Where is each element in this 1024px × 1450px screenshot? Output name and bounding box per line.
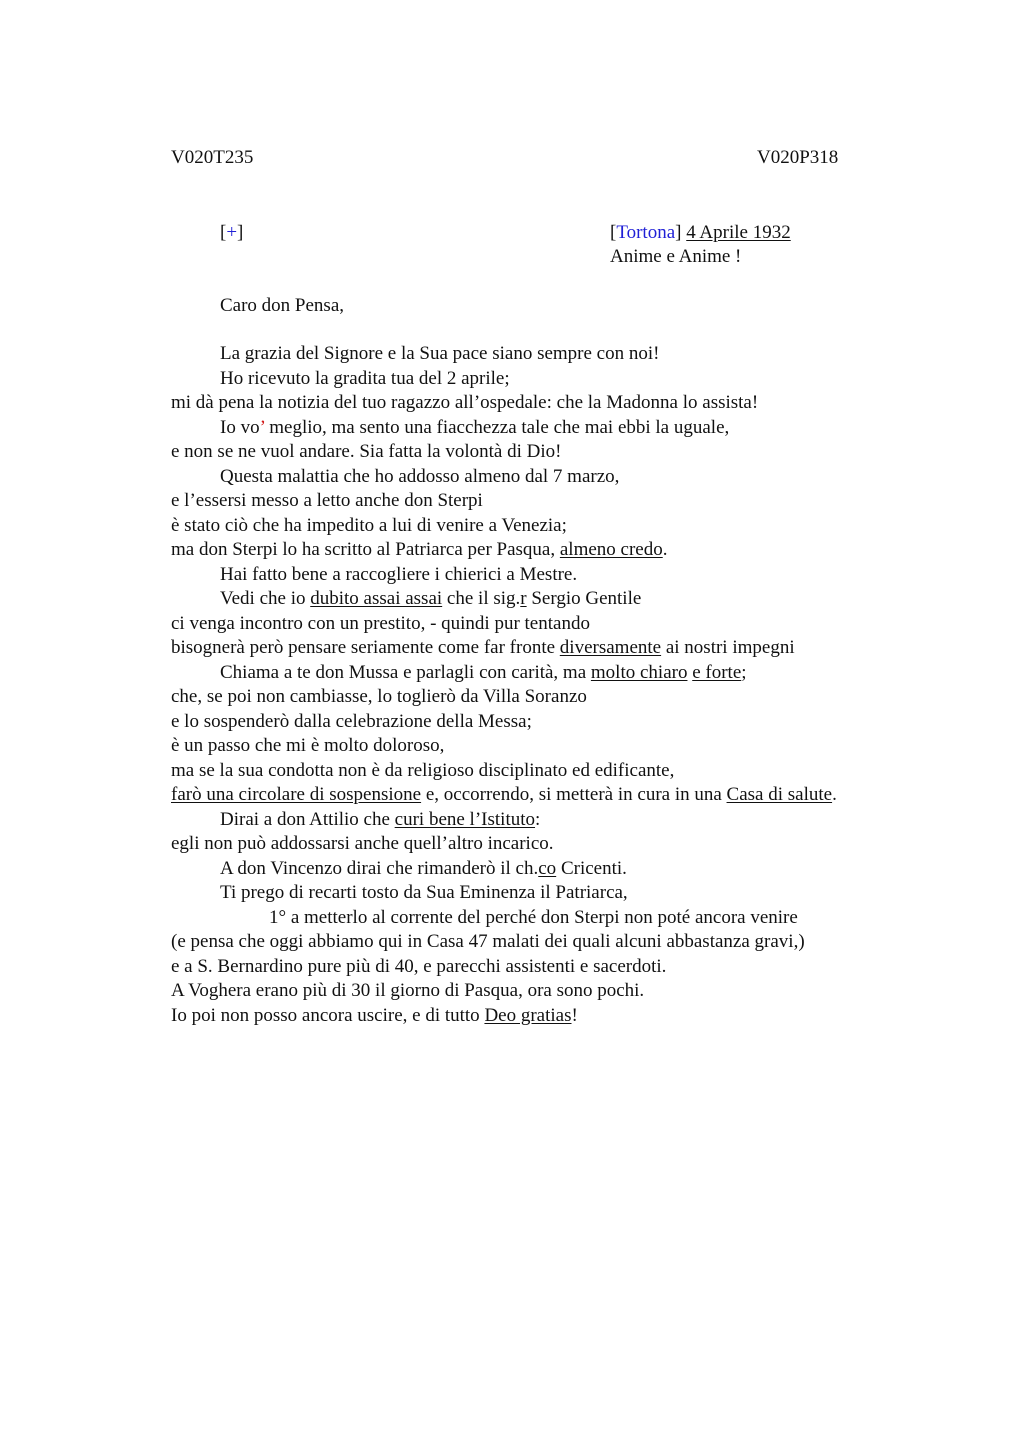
underlined-text: diversamente — [559, 637, 662, 658]
text-line: e non se ne vuol andare. Sia fatta la volontà di Dio! — [171, 441, 562, 462]
bracket-open: [ — [610, 222, 617, 243]
text-line: Questa malattia che ho addosso almeno dal 7 marzo, — [220, 465, 620, 487]
place-date — [610, 222, 791, 244]
text-line: Io vo’ meglio, ma sento una fiacchezza tale che mai ebbi la uguale, — [220, 416, 730, 438]
text-line: Ti prego di recarti tosto da Sua Eminenza il Patriarca, — [220, 882, 628, 903]
text-line: mi dà pena la notizia del tuo ragazzo all’ospedale: che la Madonna lo assista! — [171, 392, 759, 413]
editorial-mark: ’ — [259, 416, 265, 438]
underlined-text: e forte — [692, 661, 742, 683]
bracket-open: [ — [220, 222, 227, 243]
text-line: è un passo che mi è molto doloroso, — [171, 735, 445, 756]
text-line: e l’essersi messo a letto anche don Sterpi — [171, 490, 483, 511]
text-line: bisognerà però pensare seriamente come far fronte diversamente ai nostri impegni — [171, 637, 795, 658]
bracket-close: ] — [675, 222, 682, 243]
underlined-text: farò una circolare di sospensione — [171, 784, 422, 805]
text-line: egli non può addossarsi anche quell’altro incarico. — [171, 833, 554, 854]
document-code-left: V020T235 — [171, 147, 254, 168]
text-line: 1° a metterlo al corrente del perché don Sterpi non poté ancora venire — [269, 906, 798, 928]
underlined-text: almeno credo — [559, 539, 663, 560]
underlined-text: r — [520, 588, 527, 609]
underlined-text: Casa di salute — [726, 784, 833, 805]
text-line: e a S. Bernardino pure più di 40, e parecchi assistenti e sacerdoti. — [171, 955, 667, 977]
text-line: La grazia del Signore e la Sua pace siano sempre con noi! — [220, 343, 660, 364]
motto: Anime e Anime ! — [610, 246, 742, 267]
letter-date: 4 Aprile 1932 — [686, 222, 791, 243]
text-line: ma don Sterpi lo ha scritto al Patriarca per Pasqua, almeno credo. — [171, 539, 668, 560]
text-line: Vedi che io dubito assai assai che il sig.r Sergio Gentile — [220, 588, 642, 609]
place-name: Tortona — [616, 222, 676, 243]
text-line: Ho ricevuto la gradita tua del 2 aprile; — [220, 367, 510, 389]
text-line: A don Vincenzo dirai che rimanderò il ch.co Cricenti. — [220, 857, 627, 879]
document-code-right: V020P318 — [757, 147, 839, 168]
text-line: che, se poi non cambiasse, lo toglierò da Villa Soranzo — [171, 686, 587, 707]
text-line: (e pensa che oggi abbiamo qui in Casa 47 malati dei quali alcuni abbastanza gravi,) — [171, 931, 805, 952]
cross-symbol: + — [226, 222, 238, 243]
salutation: Caro don Pensa, — [220, 295, 345, 316]
underlined-text: molto chiaro — [590, 661, 688, 683]
letter-body — [171, 342, 971, 1028]
text-line: e lo sospenderò dalla celebrazione della Messa; — [171, 710, 532, 732]
text-line: Hai fatto bene a raccogliere i chierici a Mestre. — [220, 563, 578, 585]
text-line: Io poi non posso ancora uscire, e di tutto Deo gratias! — [171, 1004, 578, 1026]
underlined-text: co — [538, 857, 557, 879]
underlined-text: curi bene l’Istituto — [394, 808, 536, 830]
cross-mark — [220, 222, 243, 244]
text-line: è stato ciò che ha impedito a lui di venire a Venezia; — [171, 514, 567, 536]
text-line: Chiama a te don Mussa e parlagli con carità, ma molto chiaro e forte; — [220, 661, 747, 683]
underlined-text: Deo gratias — [484, 1004, 572, 1026]
text-line: ma se la sua condotta non è da religioso disciplinato ed edificante, — [171, 759, 675, 781]
bracket-close: ] — [237, 222, 244, 243]
text-line: farò una circolare di sospensione e, occorrendo, si metterà in cura in una Casa di salute. — [171, 784, 837, 805]
underlined-text: dubito assai assai — [310, 588, 443, 609]
text-line: A Voghera erano più di 30 il giorno di Pasqua, ora sono pochi. — [171, 980, 645, 1001]
text-line: ci venga incontro con un prestito, - quindi pur tentando — [171, 612, 590, 634]
text-line: Dirai a don Attilio che curi bene l’Istituto: — [220, 808, 541, 830]
